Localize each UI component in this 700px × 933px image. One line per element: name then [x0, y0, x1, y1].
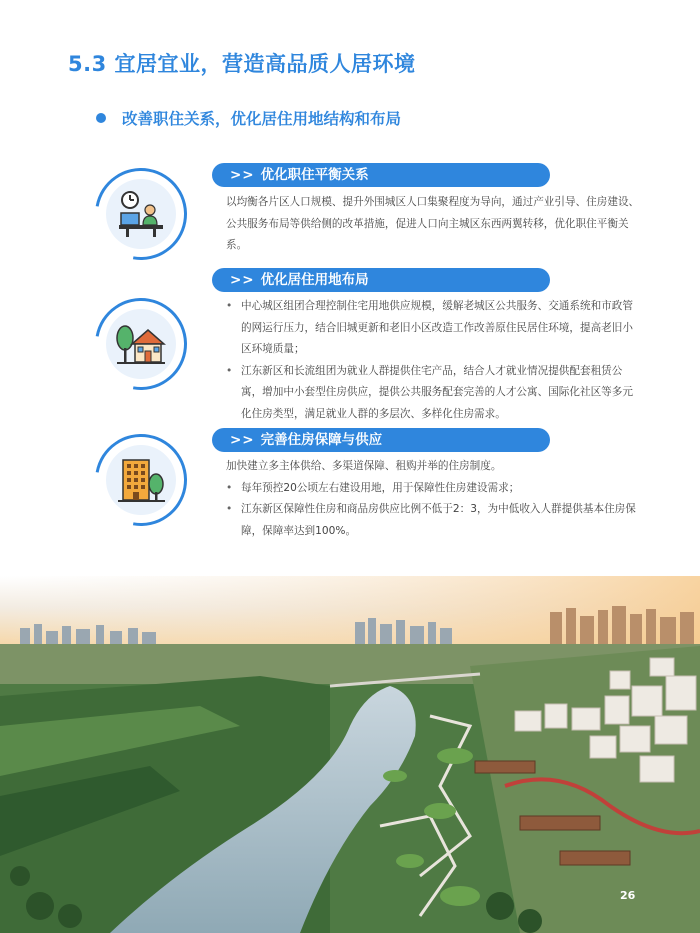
section-subheading	[96, 107, 401, 129]
section-heading: 优化居住用地布局	[260, 272, 369, 288]
section-body	[226, 296, 641, 425]
bullet-dot-icon	[96, 113, 106, 123]
section-icon-housing-security	[95, 434, 191, 530]
section-icon-work-life	[95, 168, 191, 264]
apartment-building-icon	[115, 454, 167, 506]
chevron-right-icon: >>	[230, 167, 255, 183]
section-heading-pill	[212, 428, 550, 452]
cityscape-image	[0, 576, 700, 933]
chevron-right-icon: >>	[230, 432, 255, 448]
section-heading-pill	[212, 268, 550, 292]
section-icon-housing-layout	[95, 298, 191, 394]
section-body	[226, 192, 641, 257]
paragraph: 加快建立多主体供给、多渠道保障、租购并举的住房制度。	[226, 460, 502, 472]
section-heading: 完善住房保障与供应	[260, 432, 383, 448]
aerial-city-river-photo	[0, 576, 700, 933]
section-body	[226, 456, 641, 542]
house-tree-icon	[115, 318, 167, 370]
section-heading-pill	[212, 163, 550, 187]
chevron-right-icon: >>	[230, 272, 255, 288]
paragraph: 以均衡各片区人口规模、提升外围城区人口集聚程度为导向，通过产业引导、住房建设、公共服务布局等供给侧的改革措施，促进人口向主城区东西两翼转移，优化职住平衡关系。	[226, 196, 640, 251]
bullet-item: • 中心城区组团合理控制住宅用地供应规模，缓解老城区公共服务、交通系统和市政管的网运行压力，结合旧城更新和老旧小区改造工作改善原住民居住环境，提高老旧小区环境质量；	[226, 296, 641, 361]
page-title: 5.3 宜居宜业，营造高品质人居环境	[68, 52, 416, 76]
bullet-item: • 江东新区保障性住房和商品房供应比例不低于2：3，为中低收入人群提供基本住房保障，保障率达到100%。	[226, 499, 641, 542]
section-heading: 优化职住平衡关系	[260, 167, 369, 183]
bullet-item: • 每年预控20公顷左右建设用地，用于保障性住房建设需求；	[226, 478, 641, 500]
office-worker-clock-icon	[116, 189, 166, 239]
bullet-item: • 江东新区和长流组团为就业人群提供住宅产品，结合人才就业情况提供配套租赁公寓，增加中小套型住房供应，提供公共服务配套完善的人才公寓、国际化社区等多元化住房类型，满足就业人群的多层次、多样化住房需求。	[226, 361, 641, 426]
page-number: 26	[620, 889, 636, 902]
subheading-text: 改善职住关系，优化居住用地结构和布局	[122, 110, 402, 128]
